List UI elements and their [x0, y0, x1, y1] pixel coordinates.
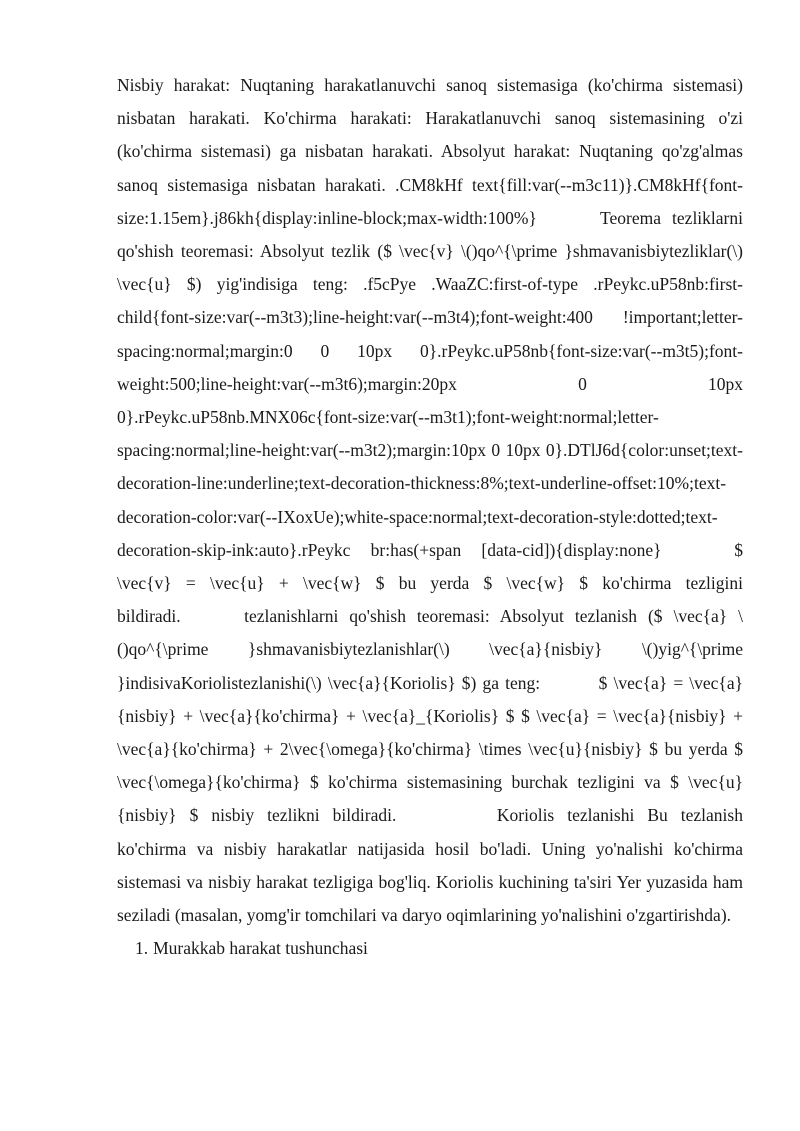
numbered-list-item [117, 932, 743, 965]
document-page [117, 69, 743, 965]
list-item-number: 1. [135, 938, 149, 959]
list-item-text: Murakkab harakat tushunchasi [153, 938, 368, 959]
body-paragraph: Nisbiy harakat: Nuqtaning harakatlanuvchi sanoq sistemasiga (ko'chirma sistemasi) nisbatan harakati. Ko'chirma harakati: Harakatlanuvchi sanoq sistemasining o'zi (ko'chirma sistemasi) ga nisbatan harakati. Absolyut harakat: Nuqtaning qo'zg'almas sanoq sistemasiga nisbatan harakati. .CM8kHf text{fill:var(--m3c11)}.CM8kHf{font-size:1.15em}.j86kh{display:inline-block;max-width:100%} Teorema tezliklarni qo'shish teoremasi: Absolyut tezlik ($ \vec{v} \()qo^{\prime }shmavanisbiytezliklar(\) \vec{u} $) yig'indisiga teng: .f5cPye .WaaZC:first-of-type .rPeykc.uP58nb:first-child{font-size:var(--m3t3);line-height:var(--m3t4);font-weight:400 !important;letter-spacing:normal;margin:0 0 10px 0}.rPeykc.uP58nb{font-size:var(--m3t5);font-weight:500;line-height:var(--m3t6);margin:20px 0 10px 0}.rPeykc.uP58nb.MNX06c{font-size:var(--m3t1);font-weight:normal;letter-spacing:normal;line-height:var(--m3t2);margin:10px 0 10px 0}.DTlJ6d{color:unset;text-decoration-line:underline;text-decoration-thickness:8%;text-underline-offset:10%;text-decoration-color:var(--IXoxUe);white-space:normal;text-decoration-style:dotted;text-decoration-skip-ink:auto}.rPeykc br:has(+span [data-cid]){display:none} $ \vec{v} = \vec{u} + \vec{w} $ bu yerda $ \vec{w} $ ko'chirma tezligini bildiradi. tezlanishlarni qo'shish teoremasi: Absolyut tezlanish ($ \vec{a} \()qo^{\prime }shmavanisbiytezlanishlar(\) \vec{a}{nisbiy} \()yig^{\prime }indisivaKoriolistezlanishi(\) \vec{a}{Koriolis} $) ga teng: $ \vec{a} = \vec{a}{nisbiy} + \vec{a}{ko'chirma} + \vec{a}_{Koriolis} $ $ \vec{a} = \vec{a}{nisbiy} + \vec{a}{ko'chirma} + 2\vec{\omega}{ko'chirma} \times \vec{u}{nisbiy} $ bu yerda $ \vec{\omega}{ko'chirma} $ ko'chirma sistemasining burchak tezligini va $ \vec{u}{nisbiy} $ nisbiy tezlikni bildiradi. Koriolis tezlanishi Bu tezlanish ko'chirma va nisbiy harakatlar natijasida hosil bo'ladi. Uning yo'nalishi ko'chirma sistemasi va nisbiy harakat tezligiga bog'liq. Koriolis kuchining ta'siri Yer yuzasida ham seziladi (masalan, yomg'ir tomchilari va daryo oqimlarining yo'nalishini o'zgartirishda). [117, 75, 743, 926]
